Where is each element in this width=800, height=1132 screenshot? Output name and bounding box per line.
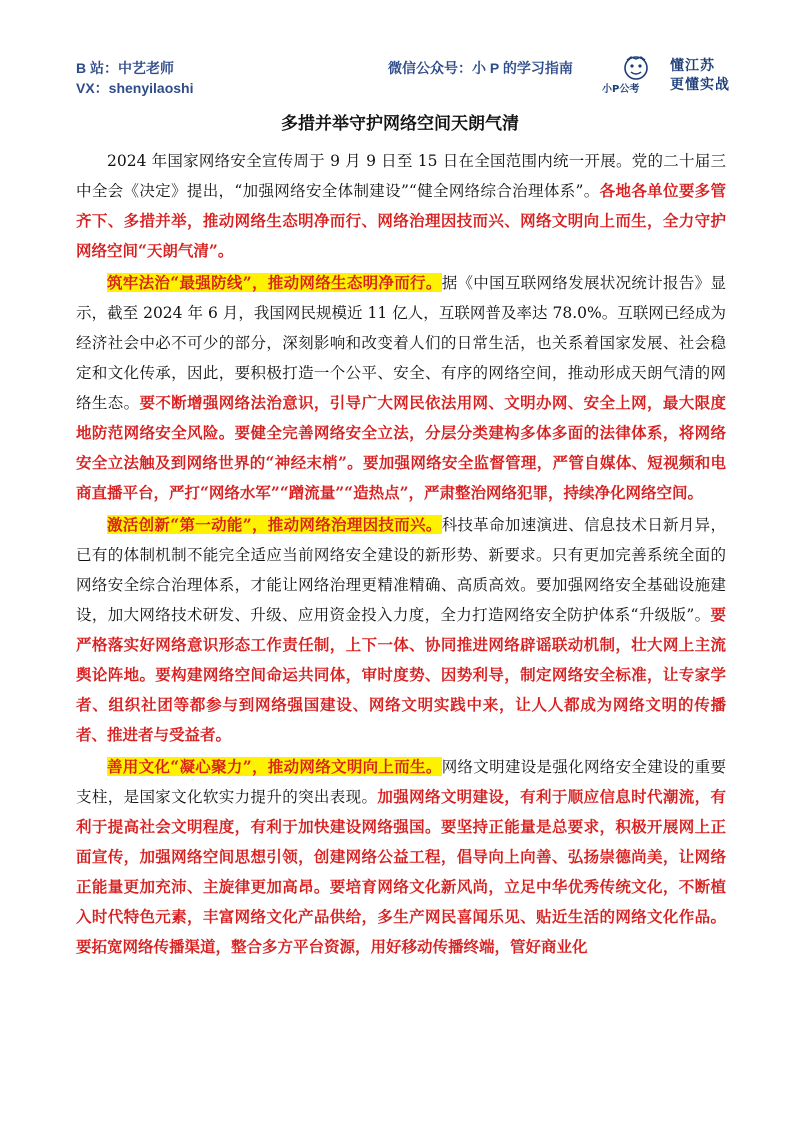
section-heading-highlight: 善用文化“凝心聚力”，推动网络文明向上而生。: [107, 757, 442, 776]
article-title: 多措并举守护网络空间天朗气清: [281, 114, 519, 134]
key-point-text: 各地各单位要多管齐下、多措并举，推动网络生态明净而行、网络治理因技而兴、网络文明向上而生，全力守护网络空间“天朗气清”。: [76, 181, 726, 260]
key-point-text: 要严格落实好网络意识形态工作责任制，上下一体、协同推进网络辟谣联动机制，壮大网上主流舆论阵地。要构建网络空间命运共同体，审时度势、因势利导，制定网络安全标准，让专家学者、组织社团等都参与到网络强国建设、网络文明实践中来，让人人都成为网络文明的传播者、推进者与受益者。: [76, 605, 726, 744]
article-body: [76, 146, 726, 964]
wechat-official-account: 微信公众号：小 P 的学习指南: [388, 60, 573, 76]
paragraph-2: [76, 268, 726, 508]
logo-small-text: 小P公考: [602, 84, 640, 95]
logo-slogan-line2: 更懂实战: [670, 77, 730, 93]
paragraph-text: 据《中国互联网络发展状况统计报告》显示，截至 2024 年 6 月，我国网民规模近 11 亿人，互联网普及率达 78.0%。互联网已经成为经济社会中必不可少的部分，深刻影响和改变着人们的日常生活，也关系着国家发展、社会稳定和文化传承，因此，要积极打造一个公平、安全、有序的网络空间，推动形成天朗气清的网络生态。: [76, 274, 726, 412]
section-heading-highlight: 筑牢法治“最强防线”，推动网络生态明净而行。: [107, 273, 442, 292]
logo-slogan-line1: 懂江苏: [670, 58, 715, 74]
brand-logo: [602, 52, 742, 98]
key-point-text: 加强网络文明建设，有利于顺应信息时代潮流，有利于提高社会文明程度，有利于加快建设网络强国。要坚持正能量是总要求，积极开展网上正面宣传，加强网络空间思想引领，创建网络公益工程，倡导向上向善、弘扬崇德尚美，让网络正能量更加充沛、主旋律更加高昂。要培育网络文化新风尚，立足中华优秀传统文化，不断植入时代特色元素，丰富网络文化产品供给，多生产网民喜闻乐见、贴近生活的网络文化作品。要拓宽网络传播渠道，整合多方平台资源，用好移动传播终端，管好商业化: [76, 787, 726, 956]
section-heading-highlight: 激活创新“第一动能”，推动网络治理因技而兴。: [107, 515, 442, 534]
paragraph-text: 2024 年国家网络安全宣传周于 9 月 9 日至 15 日在全国范围内统一开展。党的二十届三中全会《决定》提出，“加强网络安全体制建设”“健全网络综合治理体系”。: [76, 152, 726, 200]
wechat-id: VX：shenyilaoshi: [76, 80, 194, 96]
paragraph-1: [76, 146, 726, 266]
paragraph-text: 科技革命加速演进、信息技术日新月异，已有的体制机制不能完全适应当前网络安全建设的新形势、新要求。只有更加完善系统全面的网络安全综合治理体系，才能让网络治理更精准精确、高质高效。要加强网络安全基础设施建设，加大网络技术研发、升级、应用资金投入力度，全力打造网络安全防护体系“升级版”。: [76, 516, 726, 624]
bilibili-account: B 站：中艺老师: [76, 60, 174, 76]
key-point-text: 要不断增强网络法治意识，引导广大网民依法用网、文明办网、安全上网，最大限度地防范网络安全风险。要健全完善网络安全立法，分层分类建构多体多面的法律体系，将网络安全立法触及到网络世界的“神经末梢”。要加强网络安全监督管理，严管自媒体、短视频和电商直播平台，严打“网络水军”“蹭流量”“造热点”，严肃整治网络犯罪，持续净化网络空间。: [76, 393, 726, 502]
paragraph-text: 网络文明建设是强化网络安全建设的重要支柱，是国家文化软实力提升的突出表现。: [76, 758, 726, 806]
header-left: [76, 58, 193, 98]
paragraph-3: [76, 510, 726, 750]
paragraph-4: [76, 752, 726, 962]
mascot-icon: [619, 54, 653, 82]
